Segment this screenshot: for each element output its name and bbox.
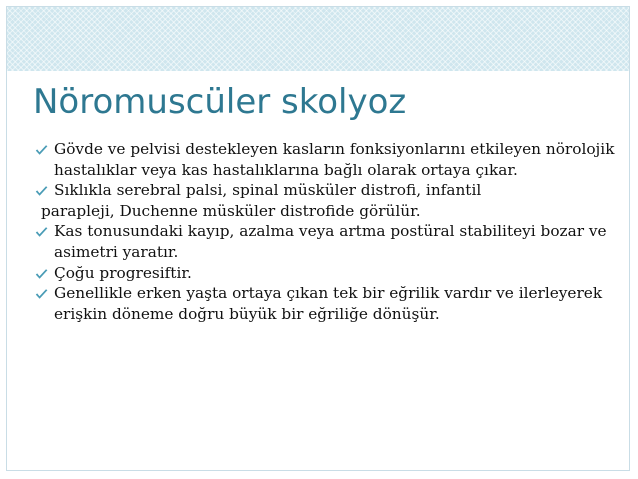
bullet-item	[35, 283, 625, 324]
decorative-header-band	[7, 7, 629, 71]
slide-title: Nöromuscüler skolyoz	[33, 82, 407, 122]
checkmark-icon	[35, 186, 48, 197]
bullet-text: Kas tonusundaki kayıp, azalma veya artma postüral stabiliteyi bozar ve asimetri yaratır.	[54, 222, 607, 261]
bullet-item	[35, 180, 625, 201]
checkmark-icon	[35, 269, 48, 280]
continuation-line: parapleji, Duchenne müsküler distrofide görülür.	[41, 201, 421, 220]
bullet-text: Çoğu progresiftir.	[54, 263, 192, 282]
bullet-text: Sıklıkla serebral palsi, spinal müsküler distrofi, infantil	[54, 181, 482, 200]
bullet-item	[35, 221, 625, 262]
checkmark-icon	[35, 289, 48, 300]
bullet-text: Genellikle erken yaşta ortaya çıkan tek bir eğrilik vardır ve ilerleyerek erişkin döneme doğru büyük bir eğriliğe dönüşür.	[54, 284, 603, 323]
bullet-text: Gövde ve pelvisi destekleyen kasların fonksiyonlarını etkileyen nörolojik hastalıklar veya kas hastalıklarına bağlı olarak ortaya çıkar.	[54, 140, 615, 179]
bullet-item	[35, 139, 625, 180]
checkmark-icon	[35, 227, 48, 238]
checkmark-icon	[35, 145, 48, 156]
bullet-item	[35, 263, 625, 284]
slide-content	[35, 139, 625, 324]
